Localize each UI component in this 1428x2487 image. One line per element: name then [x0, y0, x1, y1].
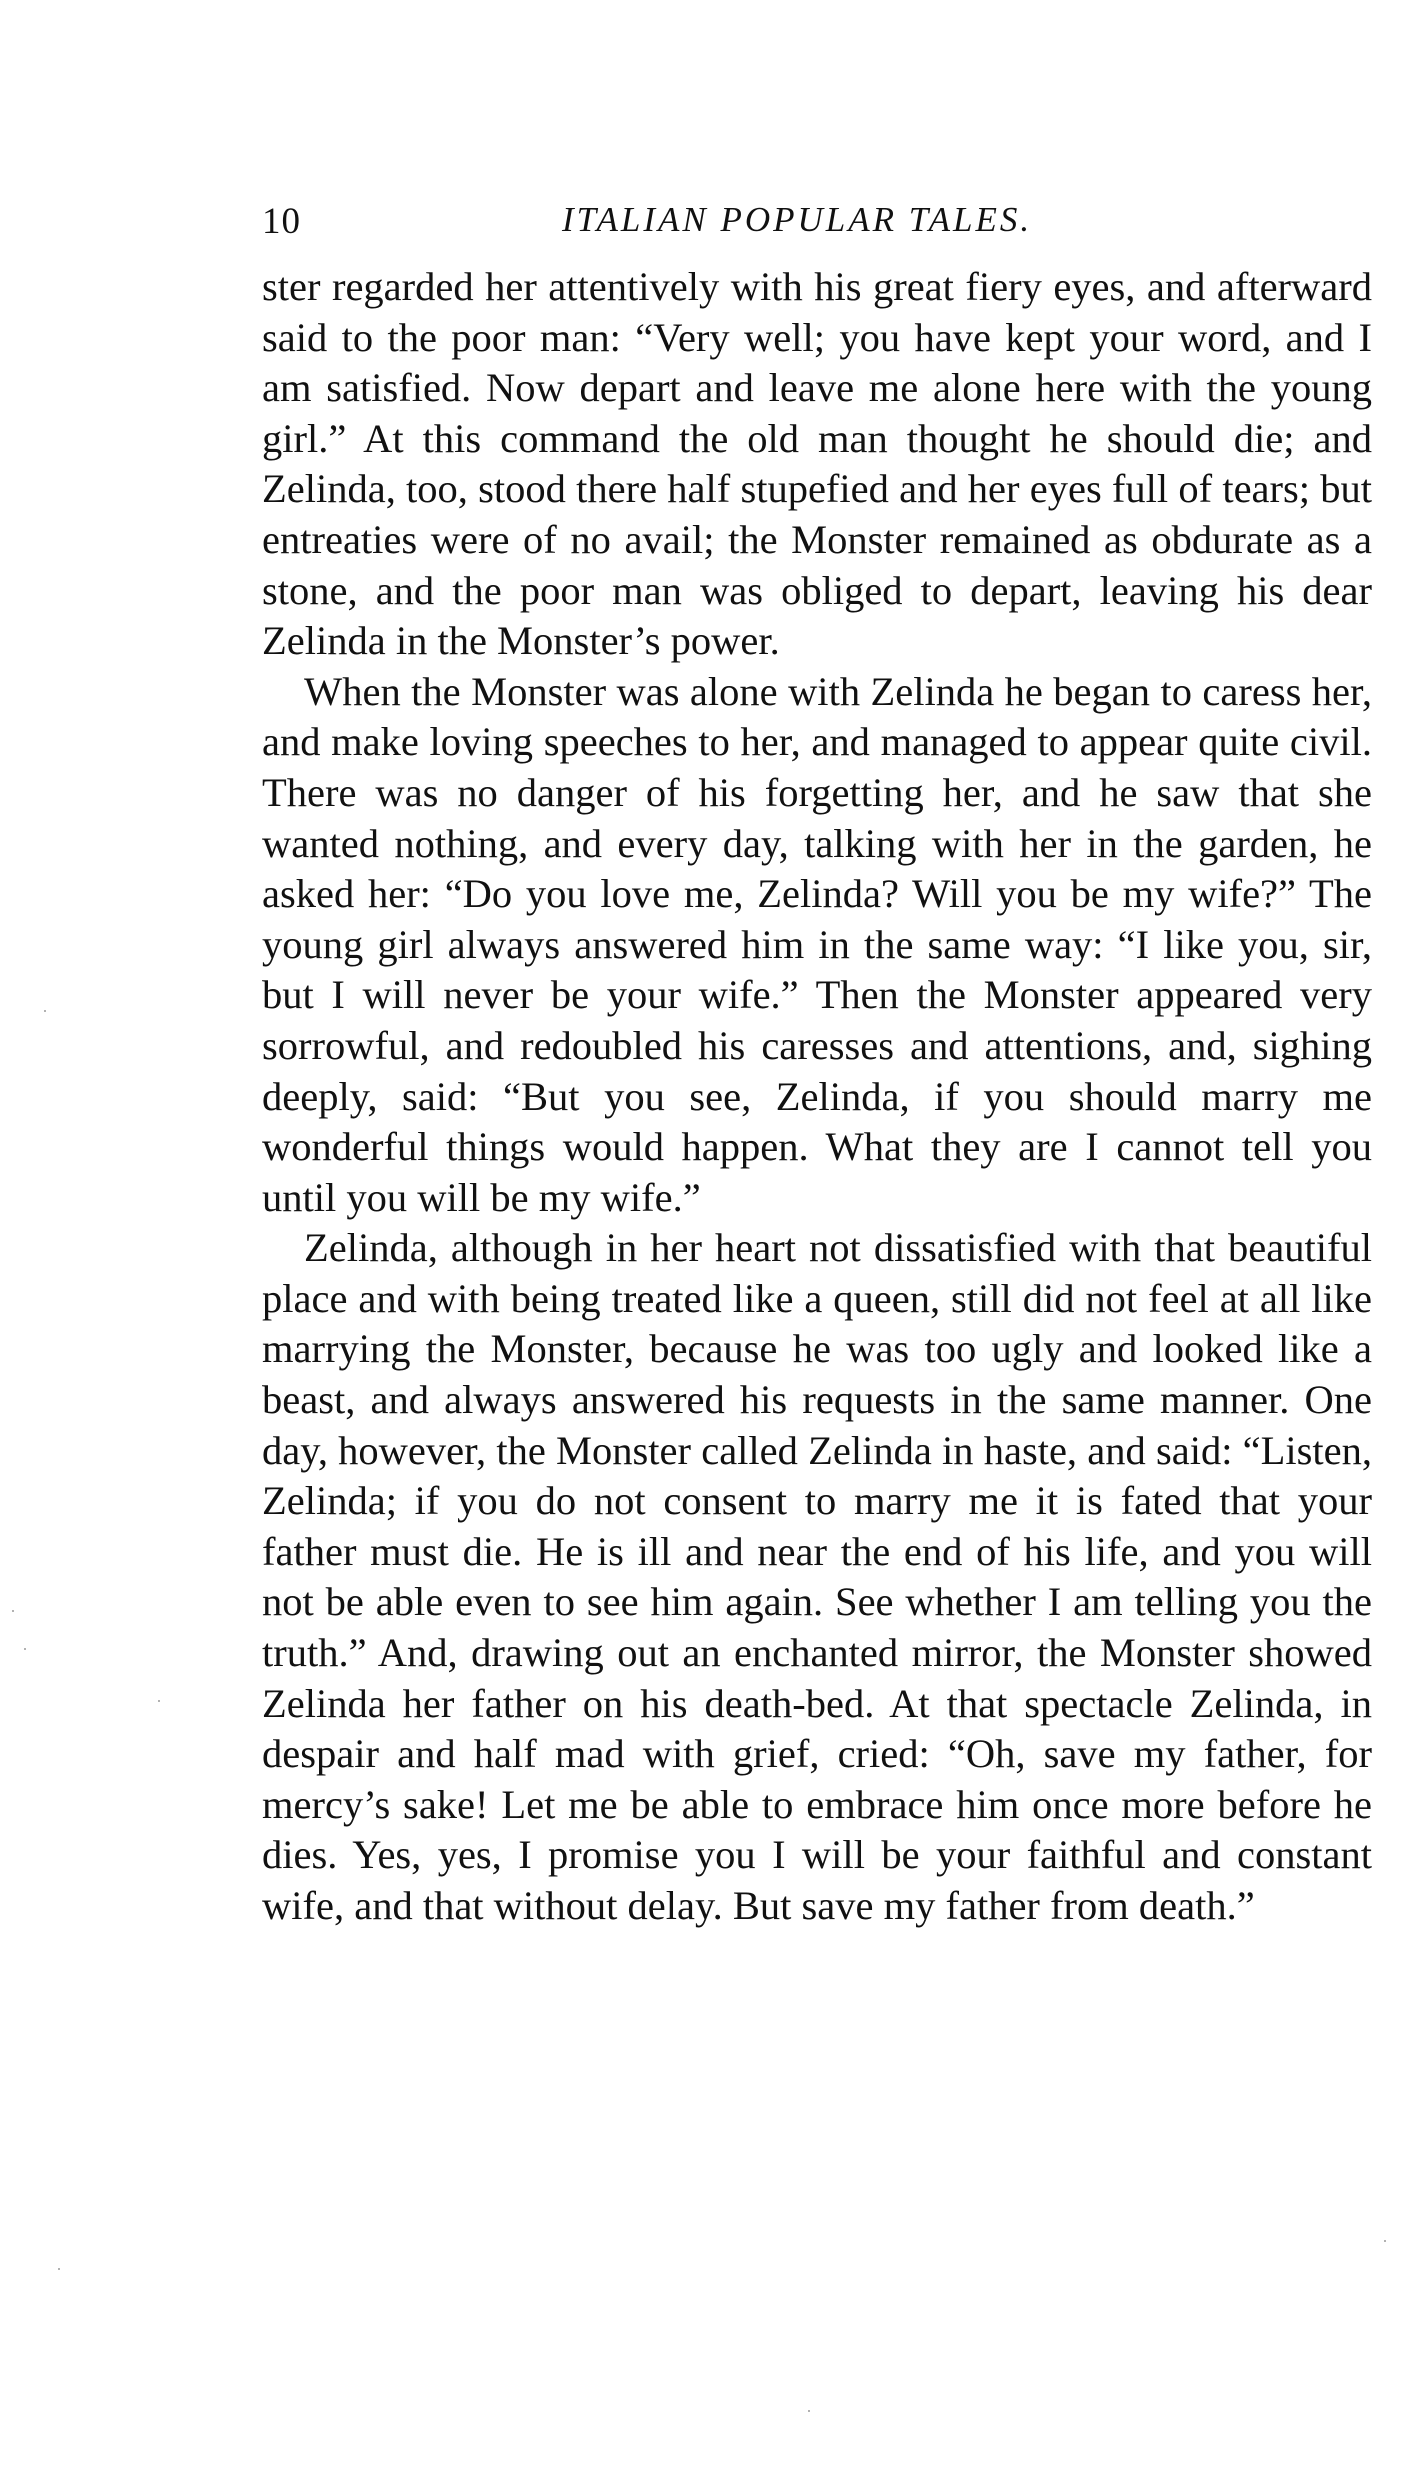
paragraph-zelinda-promise: Zelinda, although in her heart not dissatisfied with that beautiful place and with being treated like a queen, still did not feel at all like marrying the Monster, because he was too ugly and looked like a beast, and always answered his requests in the same manner. One day, however, the Monster called Zelinda in haste, and said: “Listen, Zelinda; if you do not consent to marry me it is fated that your father must die. He is ill and near the end of his life, and you will not be able even to see him again. See whether I am telling you the truth.” And, drawing out an enchanted mirror, the Monster showed Zelinda her father on his death-bed. At that spectacle Zelinda, in despair and half mad with grief, cried: “Oh, save my father, for mercy’s sake! Let me be able to embrace him once more before he dies. Yes, yes, I promise you I will be your faithful and constant wife, and that without delay. But save my father from death.” — [262, 1225, 1372, 1928]
page-number: 10 — [262, 201, 301, 242]
paper-speck — [12, 1610, 14, 1612]
paper-speck — [158, 1700, 160, 1702]
running-head — [262, 200, 1372, 260]
paper-speck — [808, 2410, 810, 2412]
running-title: ITALIAN POPULAR TALES. — [562, 200, 1033, 239]
paper-speck — [24, 1648, 26, 1650]
body-text — [262, 262, 1372, 1932]
paragraph-continued: ster regarded her attentively with his great fiery eyes, and afterward said to the poor man: “Very well; you have kept your word, and I am satisfied. Now depart and leave me alone here with the young girl.” At this command the old man thought he should die; and Zelinda, too, stood there half stupefied and her eyes full of tears; but entreaties were of no avail; the Monster remained as obdurate as a stone, and the poor man was obliged to depart, leaving his dear Zelinda in the Monster’s power. — [262, 264, 1372, 664]
paper-speck — [58, 2268, 60, 2270]
paragraph-monster-courtship: When the Monster was alone with Zelinda he began to caress her, and make loving speeches to her, and managed to appear quite civil. There was no danger of his forgetting her, and he saw that she wanted nothing, and every day, talking with her in the garden, he asked her: “Do you love me, Zelinda? Will you be my wife?” The young girl always answered him in the same way: “I like you, sir, but I will never be your wife.” Then the Monster appeared very sorrowful, and redoubled his caresses and attentions, and, sighing deeply, said: “But you see, Zelinda, if you should marry me wonderful things would happen. What they are I cannot tell you until you will be my wife.” — [262, 668, 1372, 1220]
paper-speck — [1384, 2240, 1386, 2242]
paper-speck — [44, 1010, 46, 1012]
